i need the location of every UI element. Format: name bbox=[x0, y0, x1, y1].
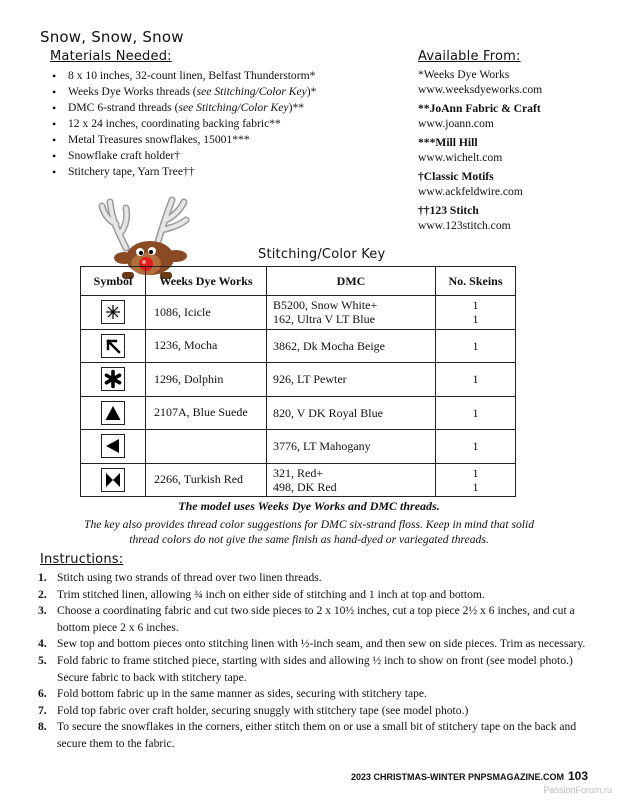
step-text: Fold bottom fabric up in the same manner as sides, securing with stitchery tape. bbox=[57, 687, 427, 701]
material-text: Snowflake craft holder† bbox=[68, 149, 181, 162]
skein-count: 1 bbox=[472, 479, 479, 494]
available-from-heading: Available From: bbox=[418, 49, 521, 64]
material-text: Weeks Dye Works threads ( bbox=[68, 85, 197, 98]
step-number: 2. bbox=[38, 587, 47, 601]
skein-count: 1 bbox=[472, 372, 479, 387]
page-number: 103 bbox=[567, 769, 588, 783]
table-row bbox=[81, 430, 516, 464]
stitching-color-key-table bbox=[80, 266, 516, 497]
table-row bbox=[81, 463, 516, 497]
dmc-cell bbox=[267, 329, 436, 363]
step-text: Trim stitched linen, allowing ¾ inch on either side of stitching and 1 inch at top and bottom. bbox=[57, 587, 485, 601]
page-title: Snow, Snow, Snow bbox=[40, 28, 184, 46]
symbol-cell bbox=[81, 396, 146, 430]
step-number: 6. bbox=[38, 687, 47, 701]
dmc-cell bbox=[267, 463, 436, 497]
skein-count: 1 bbox=[472, 405, 479, 420]
list-item bbox=[50, 148, 380, 164]
supplier-url[interactable]: www.wichelt.com bbox=[418, 151, 503, 164]
bowtie-icon bbox=[101, 468, 125, 492]
step-text: Stitch using two strands of thread over two linen threads. bbox=[57, 571, 322, 584]
material-reference: see Stitching/Color Key bbox=[196, 85, 307, 98]
skeins-cell bbox=[436, 329, 516, 363]
weeks-dye-works-cell bbox=[146, 430, 267, 464]
skeins-cell bbox=[436, 396, 516, 430]
footer-text: 2023 CHRISTMAS-WINTER PNPSMAGAZINE.COM bbox=[350, 772, 564, 782]
available-from-section bbox=[418, 49, 608, 237]
material-text: DMC 6-strand threads ( bbox=[68, 101, 179, 114]
step-number: 4. bbox=[38, 637, 47, 651]
skein-count: 1 bbox=[472, 312, 479, 327]
arrow-up-left-icon bbox=[101, 334, 125, 358]
skeins-cell bbox=[436, 430, 516, 464]
skein-count: 1 bbox=[472, 439, 479, 454]
list-item bbox=[50, 116, 380, 132]
materials-list bbox=[50, 68, 380, 180]
instruction-step bbox=[38, 686, 586, 703]
supplier-url[interactable]: www.123stitch.com bbox=[418, 219, 511, 232]
skeins-cell bbox=[436, 363, 516, 397]
symbol-cell bbox=[81, 329, 146, 363]
weeks-dye-works-cell: 2107A, Blue Suede bbox=[146, 396, 267, 430]
skeins-cell bbox=[436, 463, 516, 497]
dmc-cell bbox=[267, 296, 436, 330]
instructions-list bbox=[38, 570, 586, 753]
color-key-heading: Stitching/Color Key bbox=[258, 247, 386, 262]
instruction-step bbox=[38, 636, 586, 653]
watermark: PassionForum.ru bbox=[543, 785, 612, 795]
supplier-entry bbox=[418, 67, 608, 97]
key-note: The key also provides thread color suggestions for DMC six-strand floss. Keep in mind that solid thread colors do not give the same finish as hand-dyed or variegated threads. bbox=[84, 518, 534, 546]
supplier-entry bbox=[418, 169, 608, 199]
weeks-dye-works-cell: 2266, Turkish Red bbox=[146, 463, 267, 497]
dmc-cell bbox=[267, 430, 436, 464]
skein-count: 1 bbox=[472, 465, 479, 480]
instruction-step bbox=[38, 570, 586, 587]
table-row bbox=[81, 363, 516, 397]
list-item bbox=[50, 164, 380, 180]
table-row bbox=[81, 396, 516, 430]
material-text: 8 x 10 inches, 32-count linen, Belfast Thunderstorm* bbox=[68, 69, 316, 82]
table-row bbox=[81, 296, 516, 330]
supplier-name: ††123 Stitch bbox=[418, 204, 479, 217]
material-text: Metal Treasures snowflakes, 15001*** bbox=[68, 133, 250, 146]
supplier-name: †Classic Motifs bbox=[418, 170, 494, 183]
step-number: 3. bbox=[38, 604, 47, 618]
dmc-thread: B5200, Snow White+ bbox=[273, 298, 378, 313]
dmc-thread: 162, Ultra V LT Blue bbox=[273, 312, 375, 327]
dmc-thread: 926, LT Pewter bbox=[273, 372, 347, 387]
supplier-entry bbox=[418, 203, 608, 233]
supplier-url[interactable]: www.ackfeldwire.com bbox=[418, 185, 523, 198]
supplier-url[interactable]: www.weeksdyeworks.com bbox=[418, 83, 543, 96]
step-text: Fold top fabric over craft holder, securing snuggly with stitchery tape (see model photo.) bbox=[57, 703, 469, 717]
step-text: Sew top and bottom pieces onto stitching linen with ½-inch seam, and then sew on side pieces. Trim as necessary. bbox=[57, 637, 586, 651]
symbol-cell bbox=[81, 463, 146, 497]
list-item bbox=[50, 68, 380, 84]
weeks-dye-works-cell: 1236, Mocha bbox=[146, 329, 267, 363]
step-text: Choose a coordinating fabric and cut two side pieces to 2 x 10½ inches, cut a top piece 2½ x 6 inches, and cut a bottom piece 2 x 6 inches. bbox=[57, 604, 575, 634]
instruction-step bbox=[38, 703, 586, 720]
asterisk-bold-icon bbox=[101, 367, 125, 391]
instruction-step bbox=[38, 719, 586, 752]
supplier-name: *Weeks Dye Works bbox=[418, 68, 510, 81]
material-suffix: )** bbox=[288, 101, 305, 114]
step-number: 5. bbox=[38, 653, 47, 667]
weeks-dye-works-cell: 1086, Icicle bbox=[146, 296, 267, 330]
step-number: 8. bbox=[38, 720, 47, 734]
column-header-skeins: No. Skeins bbox=[436, 267, 516, 296]
skein-count: 1 bbox=[472, 338, 479, 353]
skeins-cell bbox=[436, 296, 516, 330]
step-text: Fold fabric to frame stitched piece, starting with sides and allowing ½ inch to show on front (see model photo.) Secure fabric to back with stitchery tape. bbox=[57, 653, 573, 684]
material-reference: see Stitching/Color Key bbox=[178, 101, 289, 114]
step-text: To secure the snowflakes in the corners, either stitch them on or use a small bit of stitchery tape on the back and secure them to the fabric. bbox=[57, 720, 577, 750]
step-number: 1. bbox=[38, 571, 47, 584]
material-text: Stitchery tape, Yarn Tree†† bbox=[68, 165, 195, 178]
supplier-name: **JoAnn Fabric & Craft bbox=[418, 102, 541, 115]
symbol-cell bbox=[81, 430, 146, 464]
skein-count: 1 bbox=[472, 298, 479, 313]
step-number: 7. bbox=[38, 703, 47, 717]
symbol-cell bbox=[81, 296, 146, 330]
asterisk-thin-icon bbox=[101, 300, 125, 324]
triangle-left-icon bbox=[101, 434, 125, 458]
column-header-weeks-dye-works: Weeks Dye Works bbox=[146, 267, 267, 296]
list-item bbox=[50, 84, 380, 100]
symbol-cell bbox=[81, 363, 146, 397]
supplier-entry bbox=[418, 135, 608, 165]
instruction-step bbox=[38, 603, 586, 636]
instruction-step bbox=[38, 587, 586, 604]
dmc-thread: 3776, LT Mahogany bbox=[273, 439, 371, 454]
weeks-dye-works-cell: 1296, Dolphin bbox=[146, 363, 267, 397]
instruction-step bbox=[38, 653, 586, 686]
table-header-row bbox=[81, 267, 516, 296]
list-item bbox=[50, 132, 380, 148]
dmc-thread: 820, V DK Royal Blue bbox=[273, 405, 383, 420]
dmc-cell bbox=[267, 396, 436, 430]
material-suffix: )* bbox=[306, 85, 317, 98]
supplier-entry bbox=[418, 101, 608, 131]
model-note: The model uses Weeks Dye Works and DMC threads. bbox=[178, 499, 440, 513]
column-header-dmc: DMC bbox=[267, 267, 436, 296]
dmc-thread: 498, DK Red bbox=[273, 479, 337, 494]
material-text: 12 x 24 inches, coordinating backing fabric** bbox=[68, 117, 281, 130]
supplier-url[interactable]: www.joann.com bbox=[418, 117, 494, 130]
instructions-heading: Instructions: bbox=[40, 552, 124, 567]
materials-heading: Materials Needed: bbox=[50, 49, 172, 64]
triangle-up-icon bbox=[101, 401, 125, 425]
dmc-cell bbox=[267, 363, 436, 397]
dmc-thread: 3862, Dk Mocha Beige bbox=[273, 338, 385, 353]
supplier-list bbox=[418, 67, 608, 233]
supplier-name: ***Mill Hill bbox=[418, 136, 478, 149]
list-item bbox=[50, 100, 380, 116]
page-footer bbox=[351, 769, 588, 783]
dmc-thread: 321, Red+ bbox=[273, 465, 324, 480]
column-header-symbol: Symbol bbox=[81, 267, 146, 296]
table-row bbox=[81, 329, 516, 363]
